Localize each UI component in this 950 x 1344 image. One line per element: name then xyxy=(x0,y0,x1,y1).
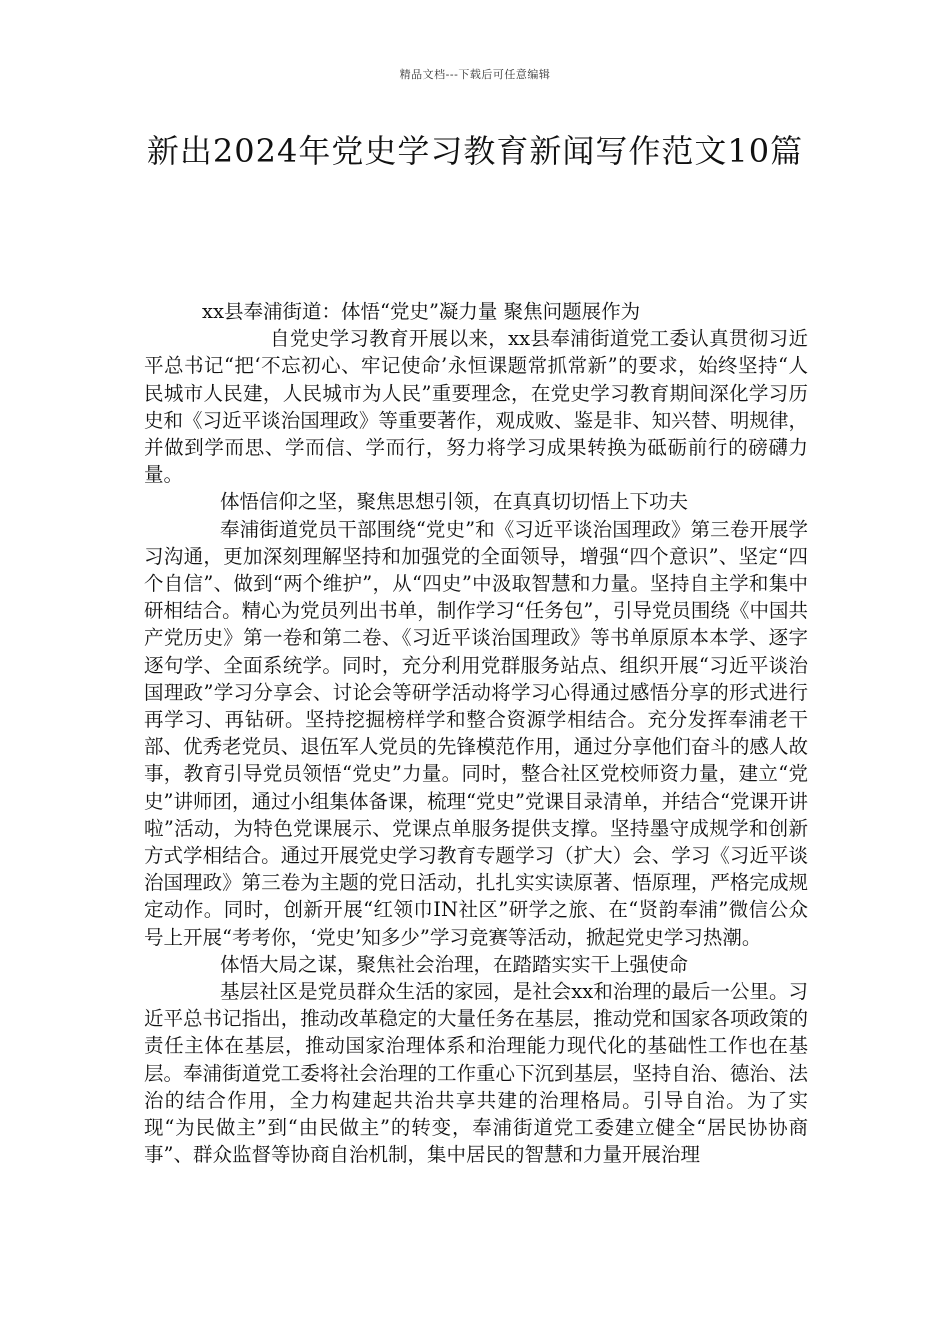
section-heading-1: 体悟信仰之坚，聚焦思想引领，在真真切切悟上下功夫 xyxy=(220,490,689,514)
header-note: 精品文档---下载后可任意编辑 xyxy=(399,68,551,81)
section-heading-2: 体悟大局之谋，聚焦社会治理，在踏踏实实干上强使命 xyxy=(220,952,689,976)
section-body-2: 基层社区是党员群众生活的家园，是社会xx和治理的最后一公里。习近平总书记指出，推动改革稳定的大量任务在基层，推动党和国家各项政策的责任主体在基层，推动国家治理体系和治理能力现代化的基础性工作也在基层。奉浦街道党工委将社会治理的工作重心下沉到基层，坚持自治、德治、法治的结合作用，全力构建起共治共享共建的治理格局。引导自治。为了实现“为民做主”到“由民做主”的转变，奉浦街道党工委建立健全“居民协协商事”、群众监督等协商自治机制，集中居民的智慧和力量开展治理 xyxy=(144,980,808,1167)
section-body-1: 奉浦街道党员干部围绕“党史”和《习近平谈治国理政》第三卷开展学习沟通，更加深刻理解坚持和加强党的全面领导，增强“四个意识”、坚定“四个自信”、做到“两个维护”，从“四史”中汲取智慧和力量。坚持自主学和集中研相结合。精心为党员列出书单，制作学习“任务包”，引导党员围绕《中国共产党历史》第一卷和第二卷、《习近平谈治国理政》等书单原原本本学、逐字逐句学、全面系统学。同时，充分利用党群服务站点、组织开展“习近平谈治国理政”学习分享会、讨论会等研学活动将学习心得通过感悟分享的形式进行再学习、再钻研。坚持挖掘榜样学和整合资源学相结合。充分发挥奉浦老干部、优秀老党员、退伍军人党员的先锋模范作用，通过分享他们奋斗的感人故事，教育引导党员领悟“党史”力量。同时，整合社区党校师资力量，建立“党史”讲师团，通过小组集体备课，梳理“党史”党课目录清单，并结合“党课开讲啦”活动，为特色党课展示、党课点单服务提供支撑。坚持墨守成规学和创新方式学相结合。通过开展党史学习教育专题学习（扩大）会、学习《习近平谈治国理政》第三卷为主题的党日活动，扎扎实实读原著、悟原理，严格完成规定动作。同时，创新开展“红领巾IN社区”研学之旅、在“贤韵奉浦”微信公众号上开展“考考你，‘党史’知多少”学习竞赛等活动，掀起党史学习热潮。 xyxy=(144,517,808,949)
article-body xyxy=(144,298,808,1169)
intro-paragraph: 自党史学习教育开展以来，xx县奉浦街道党工委认真贯彻习近平总书记“把‘不忘初心、牢记使命’永恒课题常抓常新”的要求，始终坚持“人民城市人民建，人民城市为人民”重要理念，在党史学习教育期间深化学习历史和《习近平谈治国理政》等重要著作，观成败、鉴是非、知兴替、明规律，并做到学而思、学而信、学而行，努力将学习成果转换为砥砺前行的磅礴力量。 xyxy=(144,327,808,487)
article-subtitle: xx县奉浦街道：体悟“党史”凝力量 聚焦问题展作为 xyxy=(202,300,641,323)
document-title: 新出2024年党史学习教育新闻写作范文10篇 xyxy=(146,132,804,170)
